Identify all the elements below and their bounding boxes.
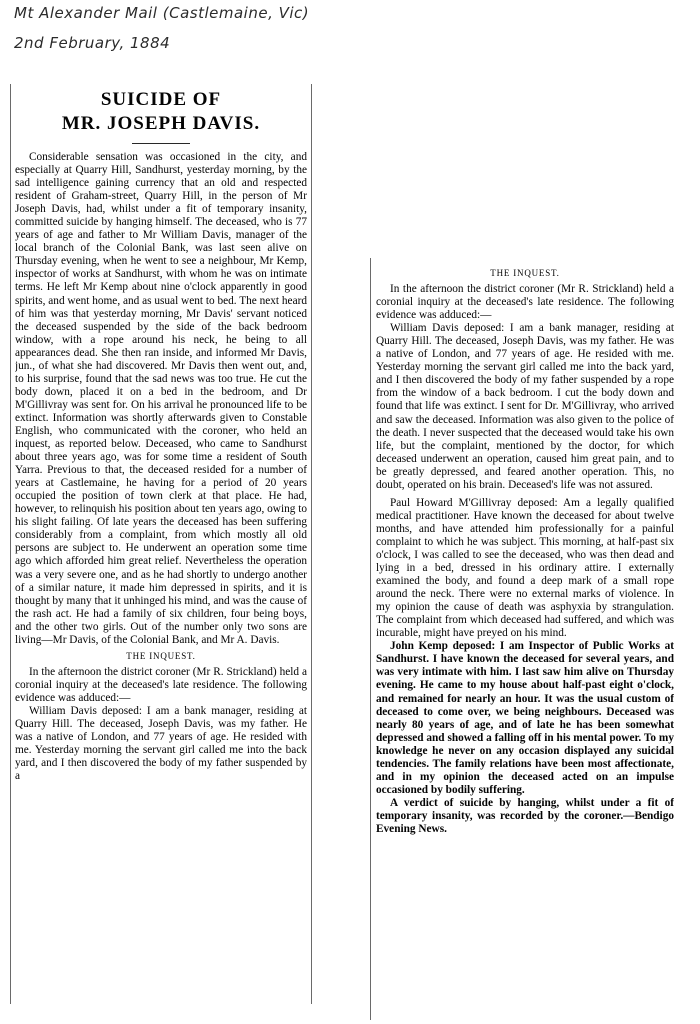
inquest-subheading-right: THE INQUEST. <box>490 268 560 278</box>
paul-mgillivray-deposition: Paul Howard M'Gillivray deposed: Am a legally qualified medical practitioner. Have known the deceased for about twelve months, and have attended him professionally for a painful complaint to which he was subject. This morning, at half-past six o'clock, I was called to see the deceased, who was then dead and lying in a bed, dressed in his ordinary attire. I externally examined the body, and found a deep mark of a small rope around the neck. There were no external marks of violence. In my opinion the cause of death was asphyxia by strangulation. The complaint from which deceased had suffered, and which was incurable, might have preyed on his mind. <box>376 496 674 640</box>
handwritten-source-note: Mt Alexander Mail (Castlemaine, Vic) <box>14 4 310 22</box>
inquest-intro-right: In the afternoon the district coroner (Mr R. Strickland) held a coronial inquiry at the deceased's late residence. The following evidence was adduced:— <box>376 283 674 322</box>
headline-line-2: MR. JOSEPH DAVIS. <box>61 113 261 134</box>
article-column-right <box>376 264 674 1020</box>
article-column-left <box>15 84 307 1006</box>
william-deposition-partial: William Davis deposed: I am a bank manager, residing at Quarry Hill. The deceased, Joseph Davis, was my father. He was a native of London, and 77 years of age. He resided with me. Yesterday morning the servant girl called me into the back yard, and I then discovered the body of my father suspended by a <box>15 704 307 783</box>
article-main-paragraph: Considerable sensation was occasioned in the city, and especially at Quarry Hill, Sandhurst, yesterday morning, by the sad intelligence gaining currency that an old and respected resident of Graham-street, Quarry Hill, in the person of Mr Joseph Davis, had, whilst under a fit of temporary insanity, committed suicide by hanging himself. The deceased, who is 77 years of age and father to Mr William Davis, manager of the local branch of the Colonial Bank, was last seen alive on Thursday evening, when he went to see a neighbour, Mr Kemp, inspector of works at Sandhurst, with whom he was on intimate terms. He left Mr Kemp about nine o'clock apparently in good spirits, and went home, and as usual went to bed. The next heard of him was that yesterday morning, Mr Davis' servant noticed the deceased suspended by the side of the back bedroom window, with a rope around his neck, he being to all appearances dead. She then ran inside, and informed Mr Davis, jun., of what she had discovered. Mr Davis then went out, and, to his surprise, found that the sad news was too true. He cut the body down, placed it on a bed in the bedroom, and Dr M'Gillivray was sent for. On his arrival he pronounced life to be extinct. Information was shortly afterwards given to Constable English, who communicated with the coroner, who held an inquest, as reported below. Deceased, who came to Sandhurst about three years ago, was for some time a resident of South Yarra. Previous to that, the deceased resided for a number of years at Castlemaine, he having for a period of 20 years occupied the position of town clerk at that place. He had, however, to relinquish his position about ten years ago, owing to his slight failing. Of late years the deceased has been suffering considerably from a complaint, from which mostly all old persons are subject to. He underwent an operation some time ago which afforded him great relief. Nevertheless the operation was a very severe one, and as he had shortly to undergo another of a similar nature, it made him depressed in spirits, and it is thought by many that it unhinged his mind, and was the cause of the rash act. He had a family of six children, four being boys, and the other two girls. Out of the number only two sons are living—Mr Davis, of the Colonial Bank, and Mr A. Davis. <box>15 151 307 646</box>
handwritten-date-note: 2nd February, 1884 <box>14 34 171 52</box>
column-rule-right <box>370 258 371 1020</box>
inquest-intro-left: In the afternoon the district coroner (Mr R. Strickland) held a coronial inquiry at the deceased's late residence. The following evidence was adduced:— <box>15 665 307 704</box>
column-rule-left <box>10 84 11 1004</box>
john-kemp-deposition: John Kemp deposed: I am Inspector of Public Works at Sandhurst. I have known the deceased for several years, and was very intimate with him. I last saw him alive on Thursday evening. He came to my house about half-past eight o'clock, and remained for nearly an hour. It was the usual custom of deceased to come over, we being neighbours. Deceased was nearly 80 years of age, and of late he has been somewhat depressed and showed a falling off in his mental power. To my knowledge he never on any occasion displayed any suicidal tendencies. The family relations have been most affectionate, and in my opinion the deceased acted on an impulse occasioned by bodily suffering. <box>376 640 674 796</box>
verdict-paragraph: A verdict of suicide by hanging, whilst under a fit of temporary insanity, was recorded by the coroner.—Bendigo Evening News. <box>376 796 674 835</box>
headline-line-1: SUICIDE OF <box>100 89 222 110</box>
headline-divider <box>132 143 190 144</box>
inquest-subheading-left: THE INQUEST. <box>126 650 196 661</box>
william-deposition-full: William Davis deposed: I am a bank manager, residing at Quarry Hill. The deceased, Joseph Davis, was my father. He was a native of London, and 77 years of age. He resided with me. Yesterday morning the servant girl called me into the back yard, and I then discovered the body of my father suspended by a rope from the window of a back bedroom. I cut the body down and found that life was extinct. I sent for Dr. M'Gillivray, who arrived and saw the deceased. Information was also given to the police of the death. I never suspected that the deceased would take his own life, but the complaint, mentioned by the doctor, for which deceased underwent an operation, caused him great pain, and to be greatly depressed, and feared another operation. This, no doubt, operated on his brain. Deceased's life was not assured. <box>376 322 674 491</box>
column-rule-middle <box>311 84 312 1004</box>
